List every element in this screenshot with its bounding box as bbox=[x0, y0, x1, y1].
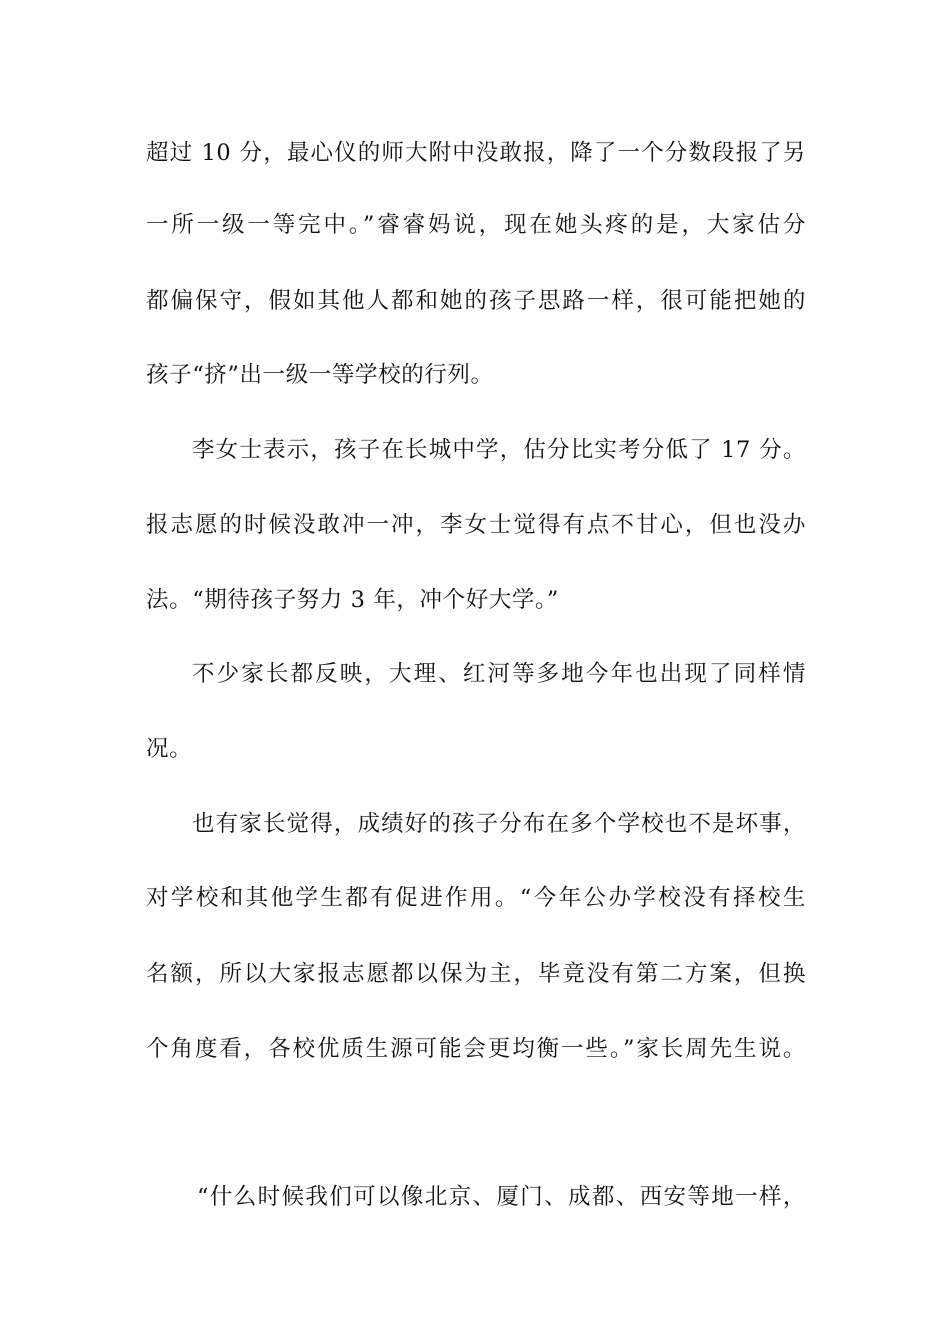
paragraph-3-line-2: 况。 bbox=[146, 736, 193, 762]
paragraph-4-line-1: 也有家长觉得，成绩好的孩子分布在多个学校也不是坏事， bbox=[192, 811, 806, 837]
paragraph-4-line-4: 个角度看，各校优质生源可能会更均衡一些。”家长周先生说。 bbox=[146, 1036, 806, 1062]
paragraph-1-line-2: 一所一级一等完中。”睿睿妈说，现在她头疼的是，大家估分 bbox=[146, 212, 806, 238]
paragraph-1-line-1: 超过 10 分，最心仪的师大附中没敢报，降了一个分数段报了另 bbox=[146, 140, 806, 166]
paragraph-5-line-1: “什么时候我们可以像北京、厦门、成都、西安等地一样， bbox=[197, 1184, 806, 1210]
paragraph-3-line-1: 不少家长都反映，大理、红河等多地今年也出现了同样情 bbox=[192, 661, 806, 687]
paragraph-1-line-4: 孩子“挤”出一级一等学校的行列。 bbox=[146, 362, 494, 388]
paragraph-1-line-3: 都偏保守，假如其他人都和她的孩子思路一样，很可能把她的 bbox=[146, 288, 806, 314]
paragraph-2-line-1: 李女士表示，孩子在长城中学，估分比实考分低了 17 分。 bbox=[192, 437, 806, 463]
paragraph-4-line-3: 名额，所以大家报志愿都以保为主，毕竟没有第二方案，但换 bbox=[146, 961, 806, 987]
paragraph-4-line-2: 对学校和其他学生都有促进作用。“今年公办学校没有择校生 bbox=[146, 885, 806, 911]
paragraph-2-line-2: 报志愿的时候没敢冲一冲，李女士觉得有点不甘心，但也没办 bbox=[146, 512, 806, 538]
paragraph-2-line-3: 法。“期待孩子努力 3 年，冲个好大学。” bbox=[146, 587, 559, 613]
